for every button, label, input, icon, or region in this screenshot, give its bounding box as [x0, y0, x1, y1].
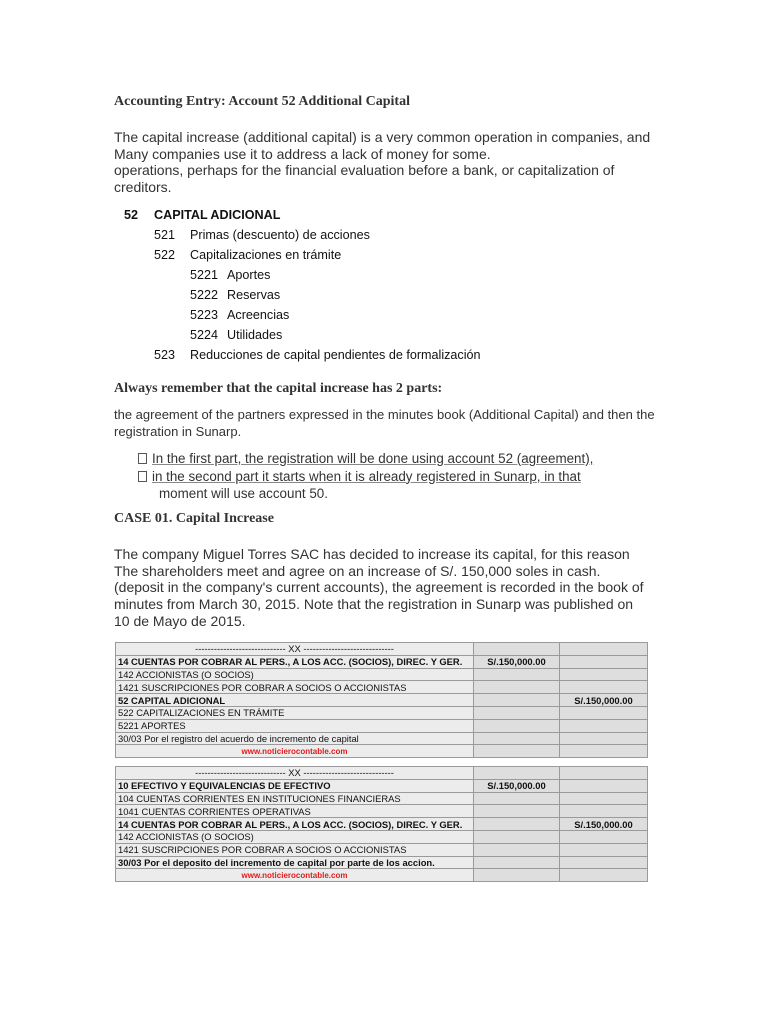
account-item	[190, 308, 289, 322]
credit-cell	[560, 843, 648, 856]
debit-cell	[474, 856, 560, 869]
journal-entry-table-1	[115, 642, 648, 758]
intro-line: Many companies use it to address a lack of money for some.	[114, 145, 491, 162]
debit-cell	[474, 643, 560, 656]
case-line: The shareholders meet and agree on an increase of S/. 150,000 soles in cash.	[114, 562, 601, 579]
debit-cell	[474, 843, 560, 856]
bullet-continuation: moment will use account 50.	[159, 486, 328, 501]
account-description-cell: 52 CAPITAL ADICIONAL	[116, 694, 474, 707]
debit-cell	[474, 681, 560, 694]
account-name: Reservas	[227, 288, 281, 302]
account-description-cell: 14 CUENTAS POR COBRAR AL PERS., A LOS ACC. (SOCIOS), DIREC. Y GER.	[116, 655, 474, 668]
credit-cell: S/.150,000.00	[560, 818, 648, 831]
debit-cell	[474, 767, 560, 780]
table-row	[116, 805, 648, 818]
table-row	[116, 830, 648, 843]
remember-line: the agreement of the partners expressed in the minutes book (Additional Capital) and then the	[114, 407, 655, 422]
account-name: Utilidades	[227, 328, 283, 342]
debit-cell	[474, 792, 560, 805]
debit-cell	[474, 732, 560, 745]
entry-separator-row	[116, 767, 648, 780]
table-row	[116, 681, 648, 694]
table-row	[116, 732, 648, 745]
debit-cell	[474, 694, 560, 707]
credit-cell	[560, 745, 648, 758]
credit-cell	[560, 830, 648, 843]
account-description-cell: www.noticierocontable.com	[116, 745, 474, 758]
account-code: 5222	[190, 288, 219, 302]
account-item	[154, 248, 341, 262]
debit-cell	[474, 818, 560, 831]
account-code: 5221	[190, 268, 219, 282]
account-code: 5223	[190, 308, 219, 322]
credit-cell	[560, 856, 648, 869]
account-code: 522	[154, 248, 176, 262]
account-item	[190, 328, 282, 342]
credit-cell	[560, 668, 648, 681]
case-line: 10 de Mayo de 2015.	[114, 612, 246, 629]
checkbox-icon	[138, 471, 147, 482]
account-item	[154, 228, 370, 242]
account-name: CAPITAL ADICIONAL	[154, 208, 281, 222]
account-item	[124, 208, 280, 222]
debit-cell	[474, 745, 560, 758]
entry-separator-row	[116, 643, 648, 656]
table-row	[116, 694, 648, 707]
account-name: Acreencias	[227, 308, 290, 322]
account-description-cell: 14 CUENTAS POR COBRAR AL PERS., A LOS ACC. (SOCIOS), DIREC. Y GER.	[116, 818, 474, 831]
account-name: Aportes	[227, 268, 271, 282]
credit-cell	[560, 681, 648, 694]
credit-cell	[560, 732, 648, 745]
case-line: minutes from March 30, 2015. Note that the registration in Sunarp was published on	[114, 596, 634, 613]
case-heading: CASE 01. Capital Increase	[114, 511, 274, 526]
debit-cell	[474, 706, 560, 719]
remember-heading: Always remember that the capital increase has 2 parts:	[114, 381, 443, 396]
debit-cell: S/.150,000.00	[474, 655, 560, 668]
case-line: (deposit in the company's current accounts), the agreement is recorded in the book of	[114, 579, 644, 596]
account-item	[190, 288, 280, 302]
case-paragraph	[114, 546, 654, 630]
account-description-cell: 142 ACCIONISTAS (O SOCIOS)	[116, 830, 474, 843]
table-row	[116, 856, 648, 869]
table-row	[116, 706, 648, 719]
credit-cell: S/.150,000.00	[560, 694, 648, 707]
bullet-list	[138, 450, 593, 503]
account-description-cell: 1421 SUSCRIPCIONES POR COBRAR A SOCIOS O ACCIONISTAS	[116, 681, 474, 694]
journal-entry-table-2	[115, 766, 648, 882]
table-row	[116, 818, 648, 831]
account-description-cell: 10 EFECTIVO Y EQUIVALENCIAS DE EFECTIVO	[116, 779, 474, 792]
account-code: 523	[154, 348, 176, 362]
bullet-item	[138, 450, 593, 468]
table-row	[116, 719, 648, 732]
credit-cell	[560, 792, 648, 805]
bullet-text: In the first part, the registration will be done using account 52 (agreement),	[152, 451, 594, 466]
account-code: 5224	[190, 328, 219, 342]
credit-cell	[560, 779, 648, 792]
account-description-cell: 142 ACCIONISTAS (O SOCIOS)	[116, 668, 474, 681]
account-description-cell: 1421 SUSCRIPCIONES POR COBRAR A SOCIOS O ACCIONISTAS	[116, 843, 474, 856]
account-description-cell: ----------------------------- XX -----------------------------	[116, 643, 474, 656]
debit-cell	[474, 668, 560, 681]
debit-cell	[474, 830, 560, 843]
account-item	[154, 348, 481, 362]
debit-cell: S/.150,000.00	[474, 779, 560, 792]
account-description-cell: 30/03 Por el deposito del incremento de capital por parte de los accion.	[116, 856, 474, 869]
table-row	[116, 668, 648, 681]
intro-paragraph	[114, 129, 654, 196]
credit-cell	[560, 655, 648, 668]
account-code: 52	[124, 208, 139, 222]
account-description-cell: www.noticierocontable.com	[116, 869, 474, 882]
account-name: Reducciones de capital pendientes de formalización	[190, 348, 481, 362]
account-description-cell: 5221 APORTES	[116, 719, 474, 732]
table-row	[116, 779, 648, 792]
intro-line: The capital increase (additional capital) is a very common operation in companies, and	[114, 129, 651, 145]
remember-line: registration in Sunarp.	[114, 423, 242, 439]
credit-cell	[560, 869, 648, 882]
intro-line: operations, perhaps for the financial evaluation before a bank, or capitalization of	[114, 162, 615, 179]
table-row	[116, 843, 648, 856]
debit-cell	[474, 869, 560, 882]
bullet-item	[138, 468, 593, 486]
source-row	[116, 869, 648, 882]
source-row	[116, 745, 648, 758]
page-title: Accounting Entry: Account 52 Additional Capital	[114, 94, 410, 109]
account-description-cell: 104 CUENTAS CORRIENTES EN INSTITUCIONES FINANCIERAS	[116, 792, 474, 805]
credit-cell	[560, 706, 648, 719]
intro-line: creditors.	[114, 179, 172, 196]
credit-cell	[560, 643, 648, 656]
credit-cell	[560, 805, 648, 818]
table-row	[116, 792, 648, 805]
account-description-cell: 522 CAPITALIZACIONES EN TRÁMITE	[116, 706, 474, 719]
account-description-cell: ----------------------------- XX -----------------------------	[116, 767, 474, 780]
remember-paragraph	[114, 407, 659, 440]
account-code: 521	[154, 228, 176, 242]
account-name: Primas (descuento) de acciones	[190, 228, 370, 242]
account-name: Capitalizaciones en trámite	[190, 248, 342, 262]
account-description-cell: 30/03 Por el registro del acuerdo de incremento de capital	[116, 732, 474, 745]
debit-cell	[474, 719, 560, 732]
checkbox-icon	[138, 453, 147, 464]
credit-cell	[560, 767, 648, 780]
case-line: The company Miguel Torres SAC has decided to increase its capital, for this reason	[114, 546, 630, 562]
credit-cell	[560, 719, 648, 732]
bullet-text: in the second part it starts when it is already registered in Sunarp, in that	[152, 468, 581, 484]
account-description-cell: 1041 CUENTAS CORRIENTES OPERATIVAS	[116, 805, 474, 818]
account-item	[190, 268, 270, 282]
debit-cell	[474, 805, 560, 818]
table-row	[116, 655, 648, 668]
